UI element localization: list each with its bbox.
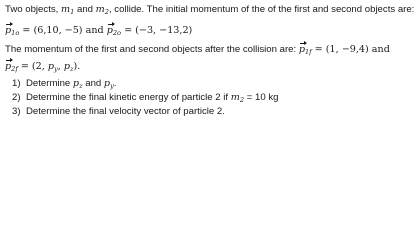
p1f-value: = (1, −9,4) and xyxy=(311,44,390,55)
question-1: 1) Determine $p_z$ and $p_y$. xyxy=(12,78,117,90)
p1o-value: = (6,10, −5) and xyxy=(19,25,107,36)
m2-symbol: $m_2$ xyxy=(95,4,109,16)
initial-momenta-line xyxy=(5,25,192,37)
intro-prefix: Two objects, xyxy=(5,4,61,15)
question-number: 1) xyxy=(12,78,21,89)
question-2: 2) Determine the final kinetic energy of particle 2 if $m_2 = 10$ kg xyxy=(12,92,279,104)
p2o-subscript: 2o xyxy=(112,29,122,37)
p2f-line: $p_{2f} = (2$, $p_y$, $p_z$). xyxy=(5,61,81,73)
p1o-vector: p xyxy=(5,25,12,36)
p1o-subscript: 1o xyxy=(11,29,20,37)
py-symbol: p xyxy=(47,61,55,72)
final-momenta-line xyxy=(5,44,390,56)
p2f-value-suffix: ). xyxy=(73,61,81,72)
intro-line xyxy=(5,4,414,16)
p2f-vector: p xyxy=(5,61,12,72)
p2f-value-prefix: = (2, xyxy=(17,61,48,72)
p2o-vector: p xyxy=(106,25,113,36)
p2o-value: = (−3, −13,2) xyxy=(121,25,193,36)
intro-suffix: , collide. The initial momentum of the of the first and second objects are: xyxy=(108,4,414,15)
p1f-subscript: 1f xyxy=(304,48,312,56)
p2f-subscript: 2f xyxy=(11,65,18,73)
intro-and: and xyxy=(74,4,96,15)
pz-symbol: p xyxy=(63,61,71,72)
question-number: 2) xyxy=(12,92,21,103)
p1f-vector: p xyxy=(298,44,305,55)
m1-symbol: $m_1$ xyxy=(61,4,75,16)
question-3: 3) Determine the final velocity vector of particle 2. xyxy=(12,106,225,117)
after-text: The momentum of the first and second objects after the collision are: xyxy=(5,44,299,55)
question-number: 3) xyxy=(12,106,21,117)
